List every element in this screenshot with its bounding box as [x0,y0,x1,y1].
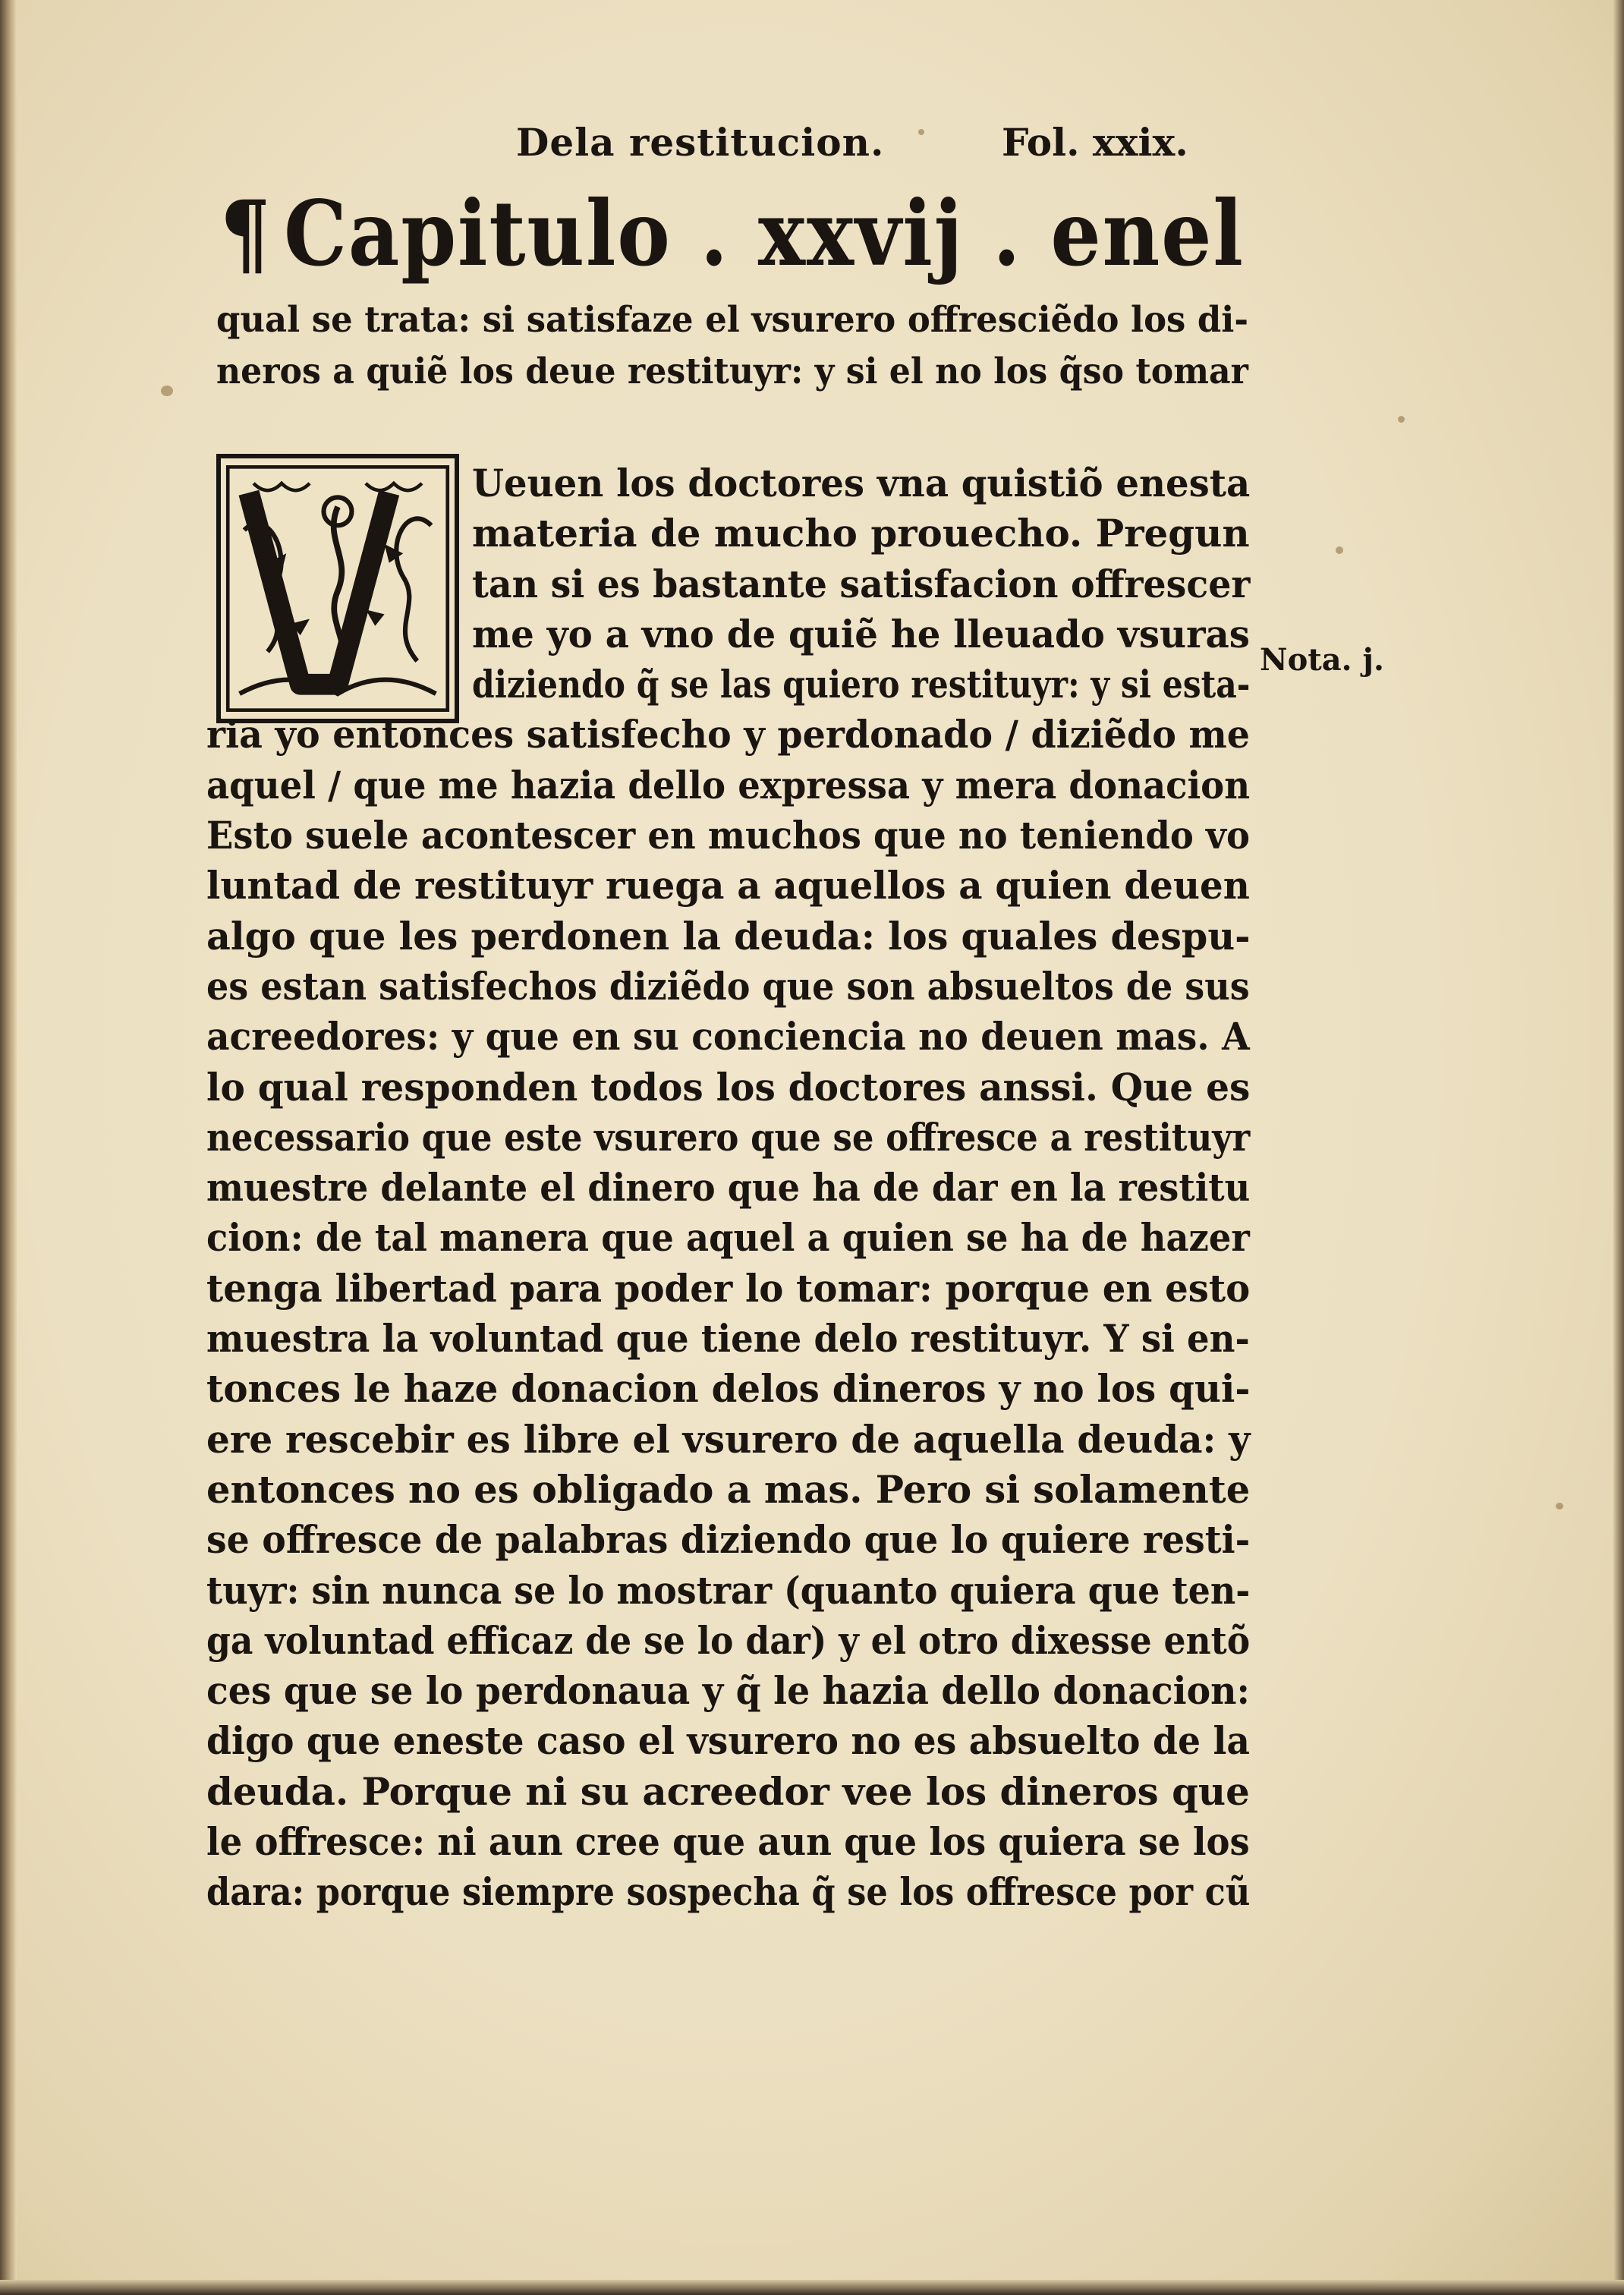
text-line: ces que se lo perdonaua y q̃ le hazia dello donacion: [206,1668,1250,1714]
text-line: me yo a vno de quiẽ he lleuado vsuras [472,611,1250,656]
page-bottom-edge [0,2280,1624,2295]
text-line: digo que eneste caso el vsurero no es absuelto de la [206,1718,1251,1764]
text-line: tonces le haze donacion delos dineros y no los qui- [206,1366,1251,1412]
text-line: muestra la voluntad que tiene delo restituyr. Y si en- [206,1316,1250,1362]
text-line: ria yo entonces satisfecho y perdonado / diziẽdo me [206,712,1250,757]
text-line: Ueuen los doctores vna quistiõ enesta [472,461,1251,505]
text-line: lo qual responden todos los doctores anssi. Que es [206,1064,1251,1110]
text-line: dara: porque siempre sospecha q̃ se los offresce por cũ [206,1869,1251,1915]
page-gutter-edge [0,0,17,2295]
foxing-spot [1556,1503,1563,1510]
text-line: diziendo q̃ se las quiero restituyr: y si esta- [472,662,1251,707]
text-line: necessario que este vsurero que se offresce a restituyr [206,1114,1251,1160]
text-line: algo que les perdonen la deuda: los quales despu- [206,913,1251,959]
folio-number: Fol. xxix. [1002,120,1188,165]
text-line: Esto suele acontescer en muchos que no teniendo vo [206,813,1250,858]
text-line: tenga libertad para poder lo tomar: porque en esto [206,1265,1251,1311]
marginal-note: Nota. j. [1260,642,1384,678]
text-line: deuda. Porque ni su acreedor vee los dineros que [206,1768,1250,1814]
text-line: acreedores: y que en su conciencia no deuen mas. A [206,1014,1250,1059]
chapter-heading-text: Capitulo . xxvij . enel [284,181,1245,286]
text-line: tan si es bastante satisfacion offrescer [472,561,1251,606]
page-right-edge [1613,0,1624,2295]
chapter-summary-line: neros a quiẽ los deue restituyr: y si el no los q̃so tomar [216,351,1248,392]
chapter-heading [220,181,1245,286]
foxing-spot [1398,416,1405,423]
text-line: es estan satisfechos diziẽdo que son absueltos de sus [206,963,1250,1009]
text-line: entonces no es obligado a mas. Pero si solamente [206,1466,1251,1512]
text-line: materia de mucho prouecho. Pregun [472,511,1250,556]
text-line: aquel / que me hazia dello expressa y mera donacion [206,762,1251,808]
body-text [206,458,1388,1918]
pilcrow-mark: ¶ [220,181,272,286]
text-line: luntad de restituyr ruega a aquellos a quien deuen [206,863,1250,908]
text-line: muestre delante el dinero que ha de dar en la restitu [206,1165,1251,1210]
foxing-spot [161,386,173,396]
running-head: Dela restitucion. [516,120,885,165]
foxing-spot [918,129,924,135]
text-line: ere rescebir es libre el vsurero de aquella deuda: y [206,1416,1251,1462]
text-line: ga voluntad efficaz de se lo dar) y el otro dixesse entõ [206,1617,1251,1663]
chapter-summary [216,294,1314,398]
chapter-summary-line: qual se trata: si satisfaze el vsurero offresciẽdo los di- [216,299,1249,341]
text-line: le offresce: ni aun cree que aun que los quiera se los [206,1819,1250,1865]
text-line: se offresce de palabras diziendo que lo quiere resti- [206,1517,1251,1563]
text-line: cion: de tal manera que aquel a quien se ha de hazer [206,1215,1250,1261]
text-line: tuyr: sin nunca se lo mostrar (quanto quiera que ten- [206,1567,1251,1613]
